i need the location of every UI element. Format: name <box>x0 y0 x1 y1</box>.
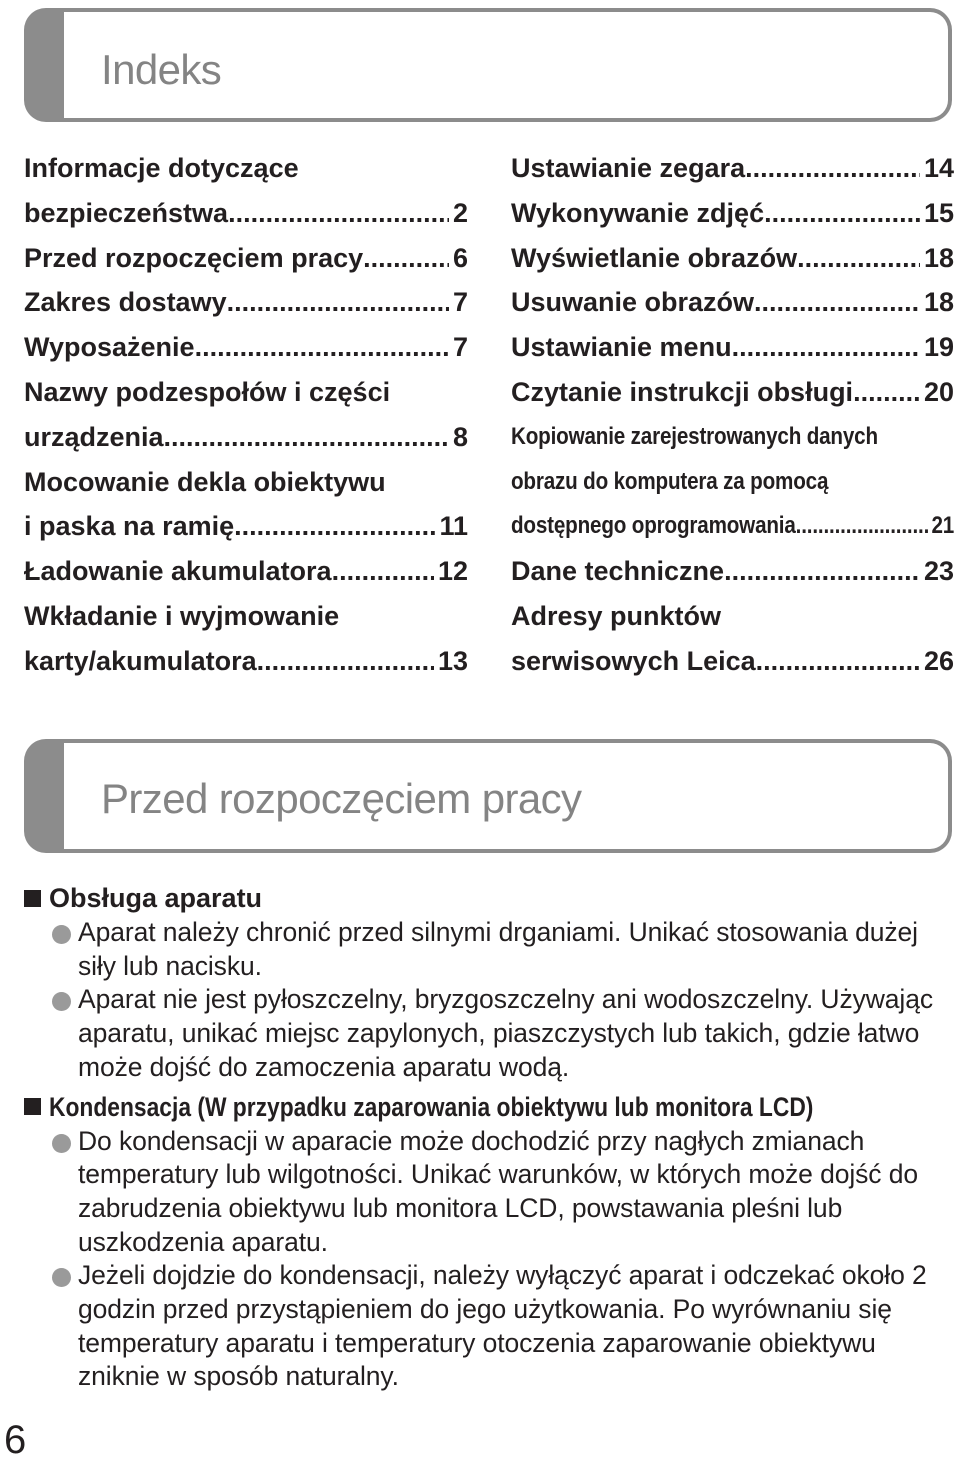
bullet-list <box>24 1125 954 1395</box>
toc-page-number: 14 <box>923 153 954 183</box>
toc-entry-title-line: Wkładanie i wyjmowanie <box>24 600 340 631</box>
toc-entry-title-line: Adresy punktów <box>511 600 722 631</box>
list-item <box>24 916 954 983</box>
dot-leader <box>227 280 449 325</box>
toc-page-number: 2 <box>452 197 468 228</box>
toc-entry-line <box>511 370 954 415</box>
toc-entry-line <box>24 549 468 594</box>
toc-page-number: 7 <box>452 332 468 363</box>
toc-entry[interactable] <box>24 370 468 460</box>
section-heading <box>24 880 954 916</box>
dot-leader <box>724 549 920 594</box>
dot-leader <box>853 370 920 415</box>
toc-entry-title-line: Informacje dotyczące <box>24 153 299 183</box>
toc-entry[interactable] <box>24 325 468 370</box>
section-condensation <box>24 1089 954 1395</box>
before-starting-title: Przed rozpoczęciem pracy <box>101 775 582 822</box>
toc-entry-title: karty/akumulatora <box>24 645 257 676</box>
toc-page-number: 18 <box>923 242 954 273</box>
toc-entry-title: Dane techniczne <box>511 556 725 587</box>
round-bullet-icon <box>52 992 71 1011</box>
toc-entry-title-line: Mocowanie dekla obiektywu <box>24 466 386 497</box>
toc-entry-text <box>511 415 954 549</box>
toc-page-number: 6 <box>452 242 468 273</box>
toc-page-number: 21 <box>931 512 955 540</box>
toc-entry-title: Zakres dostawy <box>24 287 227 318</box>
toc-page-number: 13 <box>437 645 468 676</box>
toc-entry[interactable] <box>511 280 954 325</box>
toc-entry[interactable] <box>24 549 468 594</box>
dot-leader <box>745 146 920 191</box>
dot-leader <box>732 325 920 370</box>
toc-page-number: 26 <box>923 645 954 676</box>
toc-entry-title: serwisowych Leica <box>511 645 756 676</box>
section-heading-text: Kondensacja (W przypadku zaparowania obiektywu lub monitora LCD) <box>49 1091 814 1122</box>
page-number: 6 <box>4 1418 27 1462</box>
list-item-text: Aparat należy chronić przed silnymi drganiami. Unikać stosowania dużej siły lub nacisku. <box>78 917 918 981</box>
toc-entry-title: urządzenia <box>24 421 164 452</box>
dot-leader <box>195 325 449 370</box>
toc-entry-line <box>511 146 954 191</box>
toc-page-number: 12 <box>437 556 468 587</box>
dot-leader <box>756 639 920 684</box>
list-item <box>24 983 954 1084</box>
toc-entry-line <box>511 639 954 684</box>
toc-entry[interactable] <box>24 236 468 281</box>
toc-entry[interactable] <box>511 594 954 684</box>
toc-entry[interactable] <box>24 146 468 236</box>
dot-leader <box>234 504 435 549</box>
square-bullet-icon <box>24 890 41 907</box>
list-item-text: Do kondensacji w aparacie może dochodzić przy nagłych zmianach temperatury lub wilgotności. Unikać warunków, w których może dojść do zabrudzenia obiektywu lub monitora LCD, powstawania pleśni lub uszkodzenia aparatu. <box>78 1125 918 1257</box>
toc-entry-title: dostępnego oprogramowania <box>511 512 796 540</box>
section-heading-text: Obsługa aparatu <box>49 883 263 913</box>
dot-leader <box>257 639 434 684</box>
bullet-list <box>24 916 954 1085</box>
toc-page-number: 19 <box>923 332 954 363</box>
list-item-text: Jeżeli dojdzie do kondensacji, należy wyłączyć aparat i odczekać około 2 godzin przed przystąpieniem do jego użytkowania. Po wyrównaniu się temperatury aparatu i temperatury otoczenia zaparowanie obiektywu zniknie w sposób naturalny. <box>78 1260 927 1392</box>
toc-entry-title: Ustawianie menu <box>511 332 732 363</box>
toc-entry-line <box>511 280 954 325</box>
toc-page-number: 15 <box>923 197 954 228</box>
toc-entry-line <box>24 191 468 236</box>
list-item-text: Aparat nie jest pyłoszczelny, bryzgoszczelny ani wodoszczelny. Używając aparatu, unikać miejsc zapylonych, piaszczystych lub takich, gdzie łatwo może dojść do zamoczenia aparatu wodą. <box>78 984 934 1082</box>
before-starting-content <box>24 880 954 1394</box>
toc-right-column <box>511 146 954 684</box>
toc-entry[interactable] <box>511 146 954 191</box>
toc-entry[interactable] <box>511 415 954 549</box>
dot-leader <box>228 191 449 236</box>
dot-leader <box>797 236 920 281</box>
toc-page-number: 11 <box>439 511 468 542</box>
toc-entry-line <box>24 236 468 281</box>
toc-entry-title-line: obrazu do komputera za pomocą <box>511 467 829 495</box>
toc-entry-title: Przed rozpoczęciem pracy <box>24 242 364 273</box>
toc-entry-line <box>24 639 468 684</box>
toc-entry[interactable] <box>24 594 468 684</box>
toc-entry-line <box>511 325 954 370</box>
round-bullet-icon <box>52 925 71 944</box>
toc-entry-title: Usuwanie obrazów <box>511 287 755 318</box>
toc-entry-line <box>511 191 954 236</box>
toc-left-column <box>24 146 468 684</box>
toc-entry-title: Wykonywanie zdjęć <box>511 197 765 228</box>
toc-entry-title: Ustawianie zegara <box>511 153 746 183</box>
dot-leader <box>764 191 920 236</box>
toc-entry[interactable] <box>511 191 954 236</box>
toc-entry[interactable] <box>24 460 468 550</box>
dot-leader <box>164 415 449 460</box>
toc-entry-line <box>511 504 954 549</box>
toc-entry[interactable] <box>511 549 954 594</box>
toc-page-number: 20 <box>923 376 954 407</box>
toc-entry[interactable] <box>511 370 954 415</box>
toc-entry[interactable] <box>24 280 468 325</box>
dot-leader <box>332 549 434 594</box>
toc-entry-title: Czytanie instrukcji obsługi <box>511 376 854 407</box>
dot-leader <box>796 504 928 549</box>
toc-entry-title: bezpieczeństwa <box>24 197 229 228</box>
toc-entry-line <box>511 236 954 281</box>
toc-entry-line <box>24 280 468 325</box>
toc-entry-line <box>24 325 468 370</box>
toc-entry-title: i paska na ramię <box>24 511 235 542</box>
index-title: Indeks <box>101 46 222 93</box>
section-camera-handling <box>24 880 954 1085</box>
list-item <box>24 1259 954 1394</box>
toc-entry-line <box>24 504 468 549</box>
toc-page-number: 18 <box>923 287 954 318</box>
toc-entry-line <box>511 549 954 594</box>
toc-entry-title-line: Kopiowanie zarejestrowanych danych <box>511 422 878 450</box>
round-bullet-icon <box>52 1134 71 1153</box>
toc-entry-title: Wyświetlanie obrazów <box>511 242 798 273</box>
dot-leader <box>363 236 449 281</box>
toc-page-number: 7 <box>452 287 468 318</box>
index-banner <box>24 8 952 122</box>
toc-entry-title: Ładowanie akumulatora <box>24 556 332 587</box>
square-bullet-icon <box>24 1098 41 1115</box>
toc-entry[interactable] <box>511 236 954 281</box>
list-item <box>24 1125 954 1260</box>
before-starting-banner <box>24 739 952 853</box>
toc-entry[interactable] <box>511 325 954 370</box>
toc-page-number: 23 <box>923 556 954 587</box>
toc-page-number: 8 <box>452 421 468 452</box>
toc-entry-title: Wyposażenie <box>24 332 195 363</box>
dot-leader <box>754 280 920 325</box>
section-heading <box>24 1089 954 1125</box>
toc-entry-title-line: Nazwy podzespołów i części <box>24 376 391 407</box>
round-bullet-icon <box>52 1268 71 1287</box>
toc-entry-line <box>24 415 468 460</box>
